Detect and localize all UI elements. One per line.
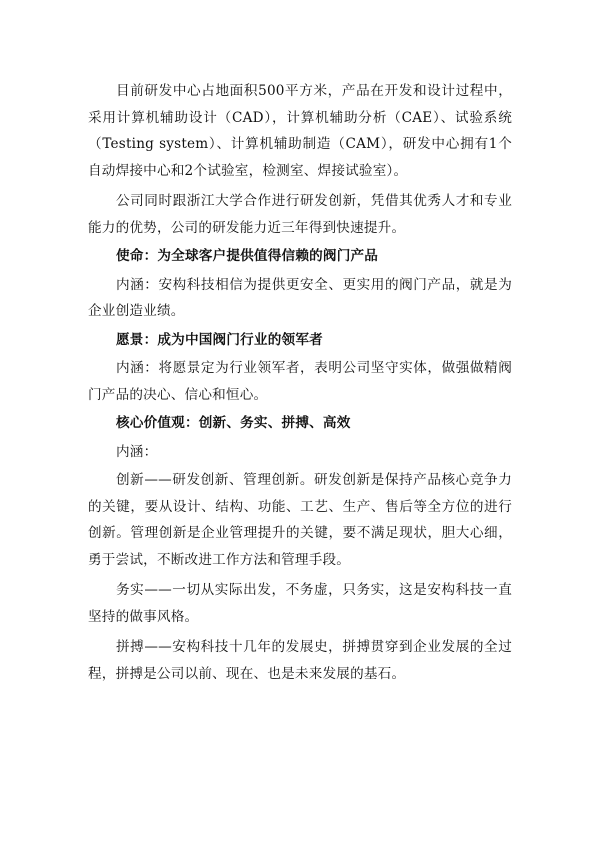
paragraph-values-intro: 内涵：: [116, 443, 158, 460]
document-body: [88, 78, 512, 687]
paragraph-rd-center: 目前研发中心占地面积500平方米，产品在开发和设计过程中，采用计算机辅助设计（CAD），计算机辅助分析（CAE）、试验系统（Testing system）、计算机辅助制造（CAM），研发中心拥有1个自动焊接中心和2个试验室，检测室、焊接试验室）。: [88, 83, 512, 179]
heading-core-values: 核心价值观：创新、务实、拼搏、高效: [116, 415, 351, 431]
paragraph-vision-meaning: 内涵：将愿景定为行业领军者，表明公司坚守实体，做强做精阀门产品的决心、信心和恒心。: [88, 360, 512, 403]
paragraph-zju-cooperation: 公司同时跟浙江大学合作进行研发创新，凭借其优秀人才和专业能力的优势，公司的研发能力近三年得到快速提升。: [88, 193, 512, 236]
paragraph-mission-meaning: 内涵：安构科技相信为提供更安全、更实用的阀门产品，就是为企业创造业绩。: [88, 276, 512, 319]
paragraph-innovation: 创新——研发创新、管理创新。研发创新是保持产品核心竞争力的关键，要从设计、结构、功能、工艺、生产、售后等全方位的进行创新。管理创新是企业管理提升的关键，要不满足现状，胆大心细，勇于尝试，不断改进工作方法和管理手段。: [88, 472, 512, 568]
paragraph-pragmatic: 务实——一切从实际出发，不务虚，只务实，这是安构科技一直坚持的做事风格。: [88, 582, 512, 625]
heading-vision: 愿景：成为中国阀门行业的领军者: [116, 331, 323, 348]
paragraph-striving: 拼搏——安构科技十几年的发展史，拼搏贯穿到企业发展的全过程，拼搏是公司以前、现在、也是未来发展的基石。: [88, 639, 512, 682]
heading-mission: 使命：为全球客户提供值得信赖的阀门产品: [116, 248, 379, 264]
